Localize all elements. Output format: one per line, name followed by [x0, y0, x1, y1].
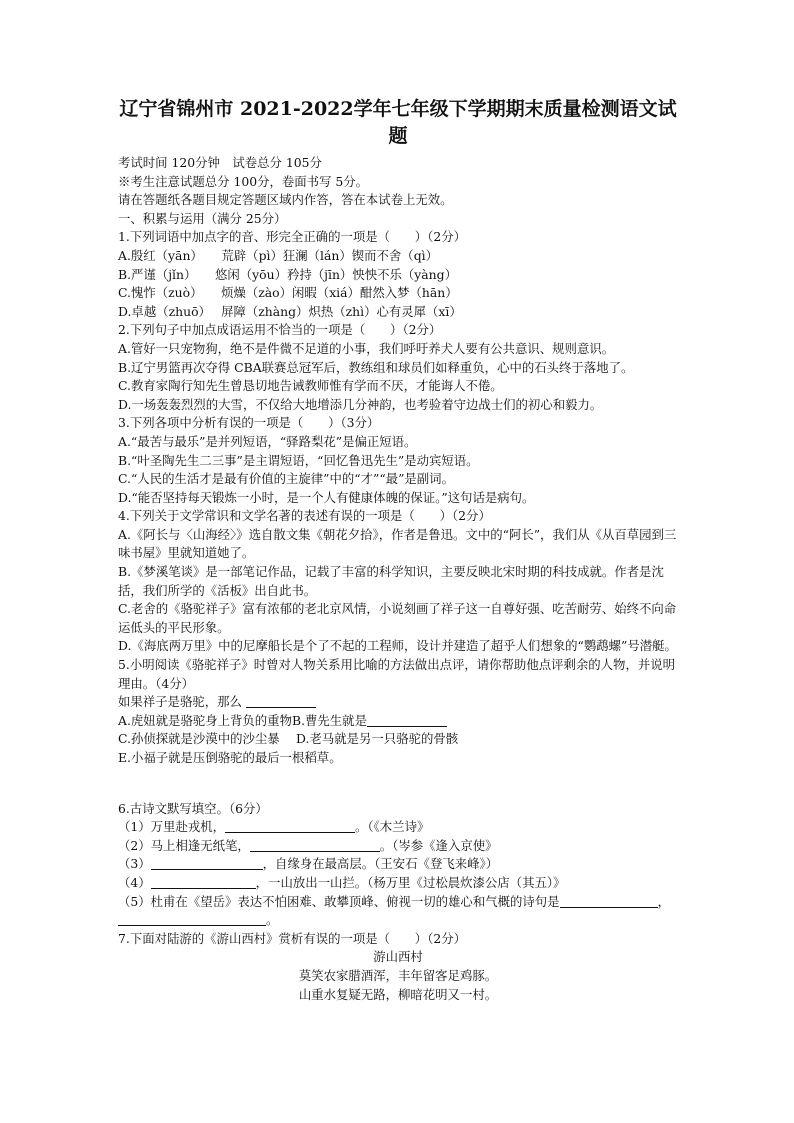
- spacer: [118, 768, 678, 800]
- q6-item-2-text: （2）马上相逢无纸笔，: [118, 837, 250, 853]
- q6-item-1-source: 。（《木兰诗》: [355, 819, 430, 835]
- q5-lead-blank[interactable]: [246, 695, 316, 708]
- q6-item-5-end: 。: [266, 912, 279, 928]
- q1-option-c: C.愧怍（zuò） 烦燥（zào）闲暇（xiá）酣然入梦（hān）: [118, 285, 458, 301]
- exam-info: 考试时间 120分钟 试卷总分 105分: [118, 155, 322, 170]
- exam-title: 辽宁省锦州市 2021-2022学年七年级下学期期末质量检测语文试题: [119, 98, 677, 147]
- q5-option-c: C.孙侦探就是沙漠中的沙尘暴: [118, 731, 280, 747]
- q3-option-b: B.“叶圣陶先生二三事”是主谓短语，“回忆鲁迅先生”是动宾短语。: [118, 452, 479, 468]
- exam-page: [118, 96, 678, 1004]
- q6-item-4-text: （4）: [118, 874, 151, 890]
- q5-stem: 5.小明阅读《骆驼祥子》时曾对人物关系用比喻的方法做出点评，请你帮助他点评剩余的人物，并说明理由。（4分）: [118, 657, 676, 691]
- q6-item-5-comma: ，: [657, 893, 670, 909]
- q5-option-d: D.老马就是另一只骆驼的骨骸: [296, 731, 459, 747]
- q6-item-2-blank[interactable]: [250, 839, 380, 852]
- q6-item-4-blank[interactable]: [151, 876, 256, 889]
- q5-options-ab: [118, 712, 678, 731]
- q6-item-5-blank-2[interactable]: [118, 913, 266, 926]
- q4-option-d: D.《海底两万里》中的尼摩船长是个了不起的工程师，设计并建造了超乎人们想象的“鹦鹉螺”号潜艇。: [118, 638, 677, 654]
- q6-item-1-text: （1）万里赴戎机，: [118, 819, 226, 835]
- q6-item-5-text: （5）杜甫在《望岳》表达不怕困难、敢攀顶峰、俯视一切的雄心和气概的诗句是: [118, 893, 560, 909]
- q2-option-a: A.管好一只宠物狗，绝不是件微不足道的小事，我们呼吁养犬人要有公共意识、规则意识。: [118, 340, 615, 356]
- q5-options-cd: [118, 730, 678, 749]
- q3-option-a: A.“最苦与最乐”是并列短语，“驿路梨花”是偏正短语。: [118, 433, 417, 449]
- q2-option-c: C.教育家陶行知先生曾恳切地告诫教师惟有学而不厌，才能诲人不倦。: [118, 378, 503, 394]
- q4-option-c: C.老舍的《骆驼祥子》富有浓郁的老北京风情，小说刻画了祥子这一自尊好强、吃苦耐劳、始终不向命运低头的平民形象。: [118, 601, 677, 635]
- q2-stem: 2.下列句子中加点成语运用不恰当的一项是（ ）（2分）: [118, 322, 442, 338]
- q6-item-2-source: 。（岑参《逢入京使》: [379, 837, 498, 853]
- q6-item-3-text: （3）: [118, 856, 151, 872]
- q6-item-4: [118, 874, 678, 893]
- q3-option-d: D.“能否坚持每天锻炼一小时，是一个人有健康体魄的保证。”这句话是病句。: [118, 489, 535, 505]
- q5-lead: [118, 693, 678, 712]
- q3-stem: 3.下列各项中分析有误的一项是（ ）（3分）: [118, 415, 380, 431]
- q5-option-e: E.小福子就是压倒骆驼的最后一根稻草。: [118, 750, 342, 765]
- q6-item-3-blank[interactable]: [151, 857, 263, 870]
- section-heading: 一、积累与运用（满分 25分）: [118, 210, 287, 226]
- q5-option-b: B.曹先生就是: [291, 712, 367, 728]
- q2-option-d: D.一场轰轰烈烈的大雪，不仅给大地增添几分神韵，也考验着守边战士们的初心和毅力。: [118, 396, 603, 412]
- q5-option-b-blank[interactable]: [367, 714, 447, 727]
- q1-option-a: A.殷红（yān） 荒辟（pì）狂澜（lán）锲而不舍（qì）: [118, 247, 438, 263]
- q6-item-3: [118, 855, 678, 874]
- q6-item-5: [118, 893, 678, 930]
- q7-stem: 7.下面对陆游的《游山西村》赏析有误的一项是（ ）（2分）: [118, 930, 467, 946]
- q4-option-b: B.《梦溪笔谈》是一部笔记作品，记载了丰富的科学知识，主要反映北宋时期的科技成就。作者是沈括，我们所学的《活板》出自此书。: [118, 564, 664, 598]
- q6-item-2: [118, 837, 678, 856]
- poem-line-2: 山重水复疑无路，柳暗花明又一村。: [298, 986, 498, 1002]
- q1-stem: 1.下列词语中加点字的音、形完全正确的一项是（ ）（2分）: [118, 229, 467, 245]
- q6-item-1-blank[interactable]: [225, 820, 355, 833]
- q6-stem: 6.古诗文默写填空。（6分）: [118, 800, 268, 816]
- exam-body: [118, 154, 678, 1004]
- q6-item-4-source: ，一山放出一山拦。（杨万里《过松晨炊漆公店（其五）》: [255, 874, 566, 890]
- q4-stem: 4.下列关于文学常识和文学名著的表述有误的一项是（ ）（2分）: [118, 508, 491, 524]
- q2-option-b: B.辽宁男篮再次夺得 CBA联赛总冠军后，教练组和球员们如释重负，心中的石头终于落地了。: [118, 359, 634, 375]
- q1-option-d: D.卓越（zhuō） 屏障（zhàng）炽热（zhì）心有灵犀（xī）: [118, 303, 462, 319]
- q1-option-b: B.严谨（jǐn） 悠闲（yōu）矜持（jīn）怏怏不乐（yàng）: [118, 266, 457, 282]
- q3-option-c: C.“人民的生活才是最有价值的主旋律”中的“才”“最”是副词。: [118, 471, 454, 487]
- q6-item-1: [118, 818, 678, 837]
- q6-item-3-source: ，自缘身在最高层。（王安石《登飞来峰》）: [262, 856, 499, 872]
- q6-item-5-blank-1[interactable]: [560, 895, 658, 908]
- q5-lead-text: 如果祥子是骆驼，那么: [118, 694, 242, 710]
- poem-title: 游山西村: [373, 949, 423, 965]
- q5-option-a: A.虎妞就是骆驼身上背负的重物: [118, 712, 292, 728]
- q4-option-a: A.《阿长与〈山海经〉》选自散文集《朝花夕拾》，作者是鲁迅。文中的“阿长”，我们从《从百草园到三味书屋》里就知道她了。: [118, 526, 677, 561]
- poem-line-1: 莫笑农家腊酒浑，丰年留客足鸡豚。: [298, 967, 498, 983]
- exam-note-score: ※考生注意试题总分 100分，卷面书写 5分。: [118, 173, 369, 189]
- exam-note-answer: 请在答题纸各题目规定答题区域内作答，答在本试卷上无效。: [118, 192, 453, 208]
